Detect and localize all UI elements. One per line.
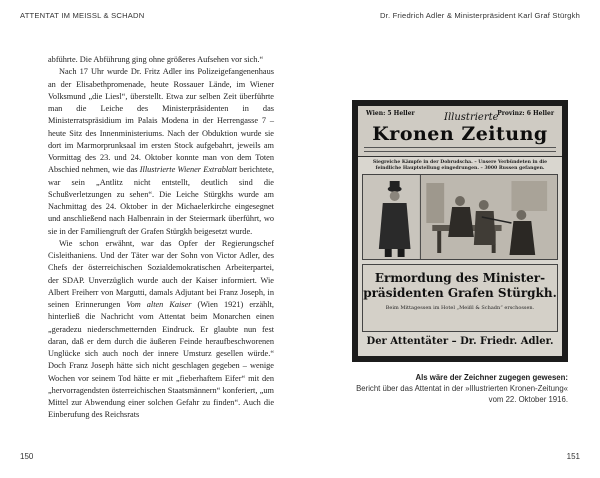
- paragraph-3: [48, 238, 274, 422]
- caption-title: Als wäre der Zeichner zugegen gewesen:: [415, 373, 568, 382]
- price-left: Wien: 5 Heller: [366, 110, 415, 117]
- newspaper-masthead: [358, 106, 562, 157]
- newspaper-subheadline: Siegreiche Kämpfe in der Dobrudscha. – Unsere Verbündeten in die feindliche Hauptstellung eingedrungen. – 3000 Russen gefangen.: [372, 160, 548, 171]
- newspaper-illustration: [362, 174, 558, 260]
- running-header-left: ATTENTAT IM MEISSL & SCHADN: [20, 11, 145, 20]
- paragraph-3-title: Vom alten Kaiser: [126, 300, 192, 309]
- paragraph-2-title: Illustrierte Wiener Extrablatt: [139, 165, 237, 175]
- paragraph-2-text-a: Nach 17 Uhr wurde Dr. Fritz Adler ins Polizeigefangenenhaus an der Elisabethpromenade, heute Rossauer Lände, im Wiener Volksmund „die Liesl“, überstellt. Etwa zur selben Zeit überführte man die Leiche des Ministerpräsidenten in das Ministerratspräsidium im Palais Modena in der Herrengasse 7 – heute Sitz des Innenministeriums. Nach der Obduktion wurde sie dort im Marmorprunksaal im ersten Stock aufgebahrt, jeweils am Vormittag des 23. und 24. Oktober konnte man von dem Toten Abschied nehmen, wie das: [48, 67, 274, 175]
- running-header-right: Dr. Friedrich Adler & Ministerpräsident Karl Graf Stürgkh: [379, 11, 580, 20]
- price-right: Provinz: 6 Heller: [497, 110, 554, 117]
- paragraph-1: abführte. Die Abführung ging ohne größeres Aufsehen vor sich.“: [48, 55, 264, 64]
- paragraph-3-text-a: Wie schon erwähnt, war das Opfer der Regierungschef Cisleithaniens. Und der Täter war der Sohn von Victor Adler, des Chefs der österreichischen Sozialdemokratischen Arbeiterpartei, der SDAP. Unverzüglich wurde auch der Kaiser informiert. Wie Albert Freiherr von Margutti, damals Adjutant bei Franz Joseph, in seinen Erinnerungen: [48, 238, 274, 309]
- page-number-right: 151: [566, 452, 580, 461]
- paragraph-2-text-b: berichtete, war sein „Antlitz nicht entstellt, deutlich sind die Schußverletzungen zu sehen“. Die Leiche Stürgkhs wurde am Nachmittag des 24. Oktober in der Michaelerkirche eingesegnet und anschließend nach Halbenrain in der Steiermark überführt, wo sie in der Familiengruft der Grafen Stürgkh beigesetzt wurde.: [48, 165, 274, 236]
- masthead-title: Kronen Zeitung: [372, 123, 548, 145]
- newspaper-bottom-line: Der Attentäter – Dr. Friedr. Adler.: [366, 336, 554, 347]
- page-number-left: 150: [20, 452, 34, 461]
- masthead-small-title: Illustrierte: [444, 112, 499, 123]
- headline-subline: Beim Mittagessen im Hotel „Meißl & Schadn“ erschossen.: [385, 305, 535, 311]
- newspaper-page: [358, 106, 562, 356]
- body-text: [48, 54, 274, 422]
- paragraph-2: [48, 66, 274, 238]
- newspaper-headline-box: [362, 264, 558, 332]
- paragraph-3-text-b: (Wien 1921) erzählt, hinterließ die Nachricht vom Attentat beim Monarchen einen „geradezu niederschmetternden Eindruck. Er glaubte nun fest daran, daß er dem durch die äußeren Feinde heraufbeschworenen Unglücke sich auch noch der innere Umsturz gesellen würde.“ Doch Franz Joseph hätte sich nicht geschlagen gegeben – wenige Wochen vor seinem Tod hätte er mit „fieberhaftem Eifer“ mit den „hervorragendsten österreichischen Staatsmännern“ konferiert, „um Mittel zur Abwendung einer solchen Gefahr zu finden“. Auch die Einberufung des Reichsrats: [48, 300, 275, 420]
- masthead-rule: [364, 151, 556, 152]
- headline-line-1: Ermordung des Minister-: [374, 271, 546, 285]
- caption-text: Bericht über das Attentat in der »Illustrierten Kronen-Zeitung« vom 22. Oktober 1916.: [356, 384, 568, 404]
- newspaper-image: [352, 100, 568, 362]
- figure-caption: [340, 372, 568, 405]
- masthead-rule: [364, 147, 556, 148]
- illustration-drawing: [363, 175, 557, 259]
- headline-line-2: präsidenten Grafen Stürgkh.: [363, 286, 557, 300]
